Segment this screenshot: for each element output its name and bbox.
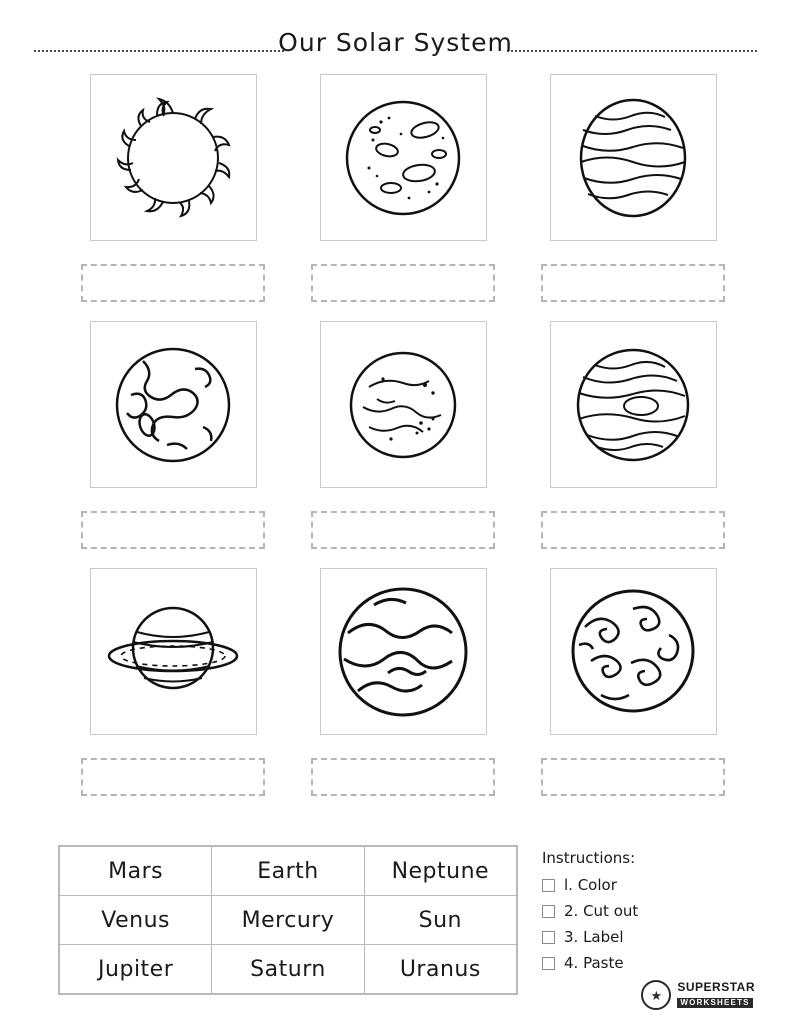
planet-image-box-mercury bbox=[320, 74, 487, 241]
planet-image-box-banded bbox=[550, 74, 717, 241]
neptune-icon bbox=[561, 579, 706, 724]
word-bank-cell[interactable]: Uranus bbox=[364, 945, 516, 994]
word-bank-row bbox=[60, 896, 517, 945]
planet-card bbox=[518, 74, 748, 321]
planet-label-blank[interactable] bbox=[81, 758, 265, 796]
planet-image-box-saturn bbox=[90, 568, 257, 735]
mercury-icon bbox=[333, 88, 473, 228]
planet-image-box-jupiter bbox=[550, 321, 717, 488]
planet-label-blank[interactable] bbox=[311, 758, 495, 796]
instruction-label: l. Color bbox=[564, 876, 617, 894]
word-bank-cell[interactable]: Mars bbox=[60, 847, 212, 896]
planet-image-box-sun bbox=[90, 74, 257, 241]
instruction-label: 2. Cut out bbox=[564, 902, 639, 920]
planet-label-blank[interactable] bbox=[541, 758, 725, 796]
jupiter-icon bbox=[563, 335, 703, 475]
word-bank-cell[interactable]: Neptune bbox=[364, 847, 516, 896]
page-title: Our Solar System bbox=[278, 28, 513, 57]
earth-icon bbox=[103, 335, 243, 475]
word-bank-cell[interactable]: Earth bbox=[212, 847, 364, 896]
checkbox-icon[interactable] bbox=[542, 957, 555, 970]
planet-label-blank[interactable] bbox=[541, 511, 725, 549]
brand-name-line2: WORKSHEETS bbox=[677, 998, 752, 1008]
word-bank bbox=[58, 845, 518, 995]
word-bank-row bbox=[60, 945, 517, 994]
word-bank-row bbox=[60, 847, 517, 896]
page-header bbox=[34, 28, 757, 62]
instruction-label: 3. Label bbox=[564, 928, 624, 946]
planet-card bbox=[58, 321, 288, 568]
word-bank-cell[interactable]: Venus bbox=[60, 896, 212, 945]
planet-image-box-mars bbox=[320, 568, 487, 735]
instruction-item-color[interactable] bbox=[542, 876, 732, 894]
instructions-panel bbox=[542, 845, 732, 980]
planet-label-blank[interactable] bbox=[81, 264, 265, 302]
planet-card bbox=[58, 74, 288, 321]
planet-label-blank[interactable] bbox=[541, 264, 725, 302]
planet-card bbox=[518, 321, 748, 568]
planet-card bbox=[288, 74, 518, 321]
brand-name-line1: SUPERSTAR bbox=[677, 980, 755, 994]
planet-image-box-venus bbox=[320, 321, 487, 488]
planet-label-blank[interactable] bbox=[81, 511, 265, 549]
planet-card bbox=[518, 568, 748, 815]
checkbox-icon[interactable] bbox=[542, 879, 555, 892]
sun-icon bbox=[103, 88, 243, 228]
instruction-item-paste[interactable] bbox=[542, 954, 732, 972]
mars-icon bbox=[328, 577, 478, 727]
uranus-icon bbox=[563, 88, 703, 228]
word-bank-cell[interactable]: Jupiter bbox=[60, 945, 212, 994]
planet-image-box-earth bbox=[90, 321, 257, 488]
checkbox-icon[interactable] bbox=[542, 905, 555, 918]
venus-icon bbox=[333, 335, 473, 475]
bottom-section bbox=[58, 845, 748, 985]
instruction-item-cut-out[interactable] bbox=[542, 902, 732, 920]
instruction-label: 4. Paste bbox=[564, 954, 624, 972]
instructions-title: Instructions: bbox=[542, 849, 636, 867]
planet-card bbox=[288, 321, 518, 568]
planet-label-blank[interactable] bbox=[311, 511, 495, 549]
word-bank-cell[interactable]: Mercury bbox=[212, 896, 364, 945]
checkbox-icon[interactable] bbox=[542, 931, 555, 944]
word-bank-cell[interactable]: Saturn bbox=[212, 945, 364, 994]
planet-card-grid bbox=[58, 74, 748, 815]
star-icon: ★ bbox=[641, 980, 671, 1010]
word-bank-cell[interactable]: Sun bbox=[364, 896, 516, 945]
saturn-icon bbox=[98, 582, 248, 722]
instruction-item-label[interactable] bbox=[542, 928, 732, 946]
planet-card bbox=[58, 568, 288, 815]
brand-text bbox=[677, 981, 755, 1009]
planet-card bbox=[288, 568, 518, 815]
planet-image-box-neptune bbox=[550, 568, 717, 735]
planet-label-blank[interactable] bbox=[311, 264, 495, 302]
brand-logo bbox=[641, 980, 755, 1010]
